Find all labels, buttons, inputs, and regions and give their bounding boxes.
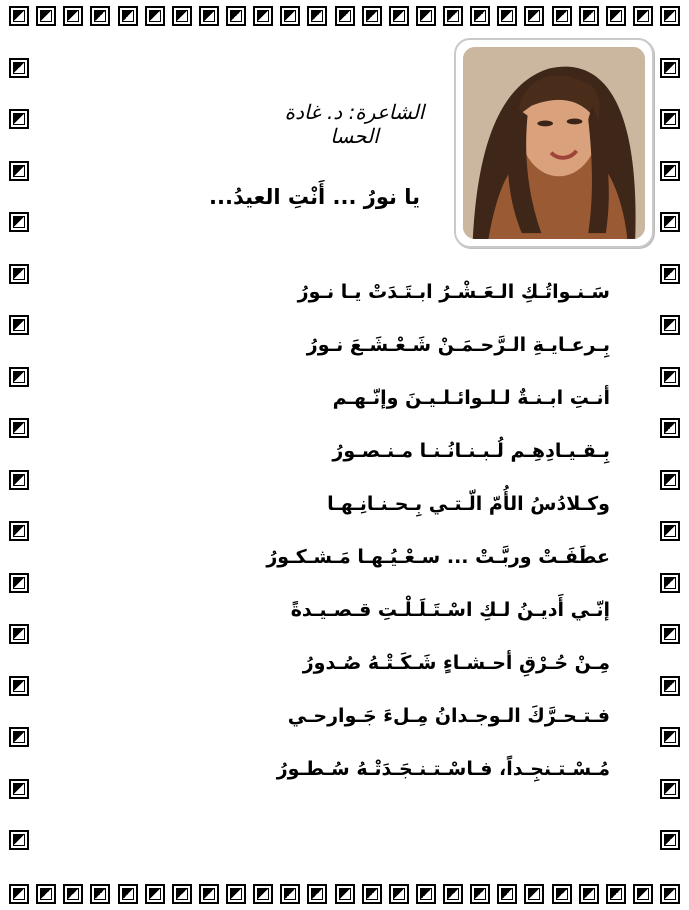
border-tile	[253, 6, 273, 26]
border-tile	[660, 418, 680, 438]
border-tile	[253, 884, 273, 904]
border-tile	[199, 6, 219, 26]
border-tile	[579, 6, 599, 26]
border-tile	[660, 676, 680, 696]
border-tile	[9, 830, 29, 850]
border-tile	[660, 624, 680, 644]
border-tile	[9, 315, 29, 335]
border-tile	[172, 6, 192, 26]
poem-verses	[30, 266, 610, 796]
border-tile	[389, 6, 409, 26]
border-tile	[470, 6, 490, 26]
border-tile	[362, 884, 382, 904]
verse-line: أنـتِ ابـنـةٌ لـلـوائـلـيـنَ وإنّـهـم	[332, 387, 610, 409]
border-tile	[660, 727, 680, 747]
border-tile	[63, 884, 83, 904]
border-tile	[660, 58, 680, 78]
border-tile	[443, 884, 463, 904]
border-tile	[606, 6, 626, 26]
border-tile	[9, 161, 29, 181]
verse-line: بِـرعـايـةِ الـرَّحـمَـنْ شَـعْـشَـعَ نـورُ	[306, 334, 610, 356]
border-tile	[660, 6, 680, 26]
border-tile	[9, 212, 29, 232]
border-tile	[416, 6, 436, 26]
border-tile	[633, 884, 653, 904]
border-tile	[660, 367, 680, 387]
border-tile	[579, 884, 599, 904]
verse-line: سَـنـواتُـكِ الـعَـشْـرُ ابـتَـدَتْ يـا نـورُ	[297, 281, 610, 303]
border-tile	[226, 884, 246, 904]
border-tile	[443, 6, 463, 26]
border-tile	[9, 676, 29, 696]
verse-line: عطَفَـتْ وربَّـتْ ... سـعْـيُـهـا مَـشـكـورُ	[266, 546, 610, 568]
border-tile	[280, 6, 300, 26]
verse-line: بِـقـيـادِهِـم لُـبـنـانُـنـا مـنـصـورُ	[332, 440, 610, 462]
border-tile	[307, 6, 327, 26]
border-tile	[497, 884, 517, 904]
border-tile	[145, 884, 165, 904]
poet-portrait-image	[463, 47, 645, 239]
border-tile	[90, 884, 110, 904]
border-tile	[660, 884, 680, 904]
border-tile	[524, 884, 544, 904]
border-tile	[606, 884, 626, 904]
border-tile	[335, 884, 355, 904]
border-tile	[362, 6, 382, 26]
border-tile	[226, 6, 246, 26]
border-tile	[118, 6, 138, 26]
border-tile	[36, 6, 56, 26]
border-tile	[9, 58, 29, 78]
border-tile	[660, 315, 680, 335]
border-tile	[660, 521, 680, 541]
border-tile	[9, 727, 29, 747]
border-tile	[524, 6, 544, 26]
border-tile	[660, 161, 680, 181]
border-tile	[145, 6, 165, 26]
border-tile	[470, 884, 490, 904]
border-tile	[172, 884, 192, 904]
border-tile	[9, 573, 29, 593]
border-tile	[660, 212, 680, 232]
border-tile	[63, 6, 83, 26]
border-tile	[9, 109, 29, 129]
border-tile	[552, 884, 572, 904]
border-tile	[416, 884, 436, 904]
border-tile	[9, 367, 29, 387]
border-tile	[497, 6, 517, 26]
border-tile	[280, 884, 300, 904]
border-tile	[9, 624, 29, 644]
poet-credit: الشاعرة: د. غادة الحسا	[284, 100, 425, 148]
border-tile	[660, 779, 680, 799]
border-tile	[90, 6, 110, 26]
border-tile	[118, 884, 138, 904]
border-tile	[660, 264, 680, 284]
border-tile	[9, 884, 29, 904]
border-tile	[552, 6, 572, 26]
border-tile	[633, 6, 653, 26]
border-tile	[199, 884, 219, 904]
border-tile	[660, 830, 680, 850]
verse-line: مِـنْ حُـرْقِ أحـشـاءٍ شَـكَـتْـهُ صُـدورُ	[302, 652, 610, 674]
border-tile	[9, 779, 29, 799]
poet-portrait-frame	[454, 38, 654, 248]
border-tile	[307, 884, 327, 904]
border-tile	[36, 884, 56, 904]
poem-title: يا نورُ ... أَنْتِ العيدُ...	[209, 185, 420, 209]
verse-line: إنّـي أَديـنُ لـكِ اسْـتَـلَـلْـتِ قـصـيـدةً	[290, 599, 610, 621]
border-tile	[335, 6, 355, 26]
border-tile	[9, 470, 29, 490]
border-tile	[660, 109, 680, 129]
border-tile	[9, 521, 29, 541]
verse-line: وكـلادُسُ الأُمّ الّـتـي بِـحـنـانِـهـا	[327, 493, 610, 515]
poet-portrait	[463, 47, 645, 239]
border-tile	[9, 418, 29, 438]
verse-line: مُـسْـتـنجِـداً، فـاسْـتـنـجَـدَتْـهُ سُـطـورُ	[276, 758, 610, 780]
border-tile	[660, 470, 680, 490]
border-tile	[660, 573, 680, 593]
border-tile	[9, 264, 29, 284]
border-tile	[9, 6, 29, 26]
verse-line: فـتـحـرَّكَ الـوجـدانُ مِـلءَ جَـوارحـي	[287, 705, 610, 727]
border-tile	[389, 884, 409, 904]
